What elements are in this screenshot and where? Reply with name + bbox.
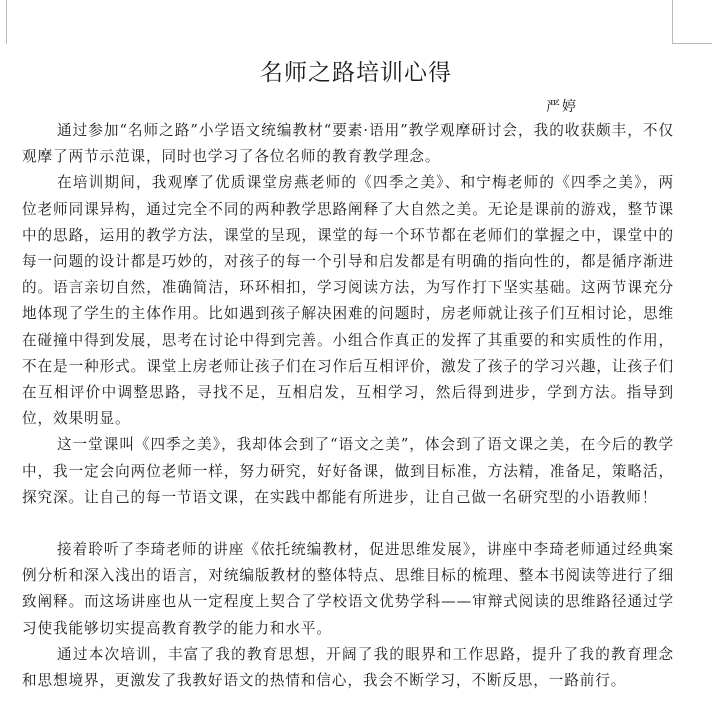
paragraph-conclusion: 通过本次培训，丰富了我的教育思想，开阔了我的眼界和工作思路，提升了我的教育理念和思想境界，更激发了我教好语文的热情和信心，我会不断学习，不断反思，一路前行。 (22, 645, 674, 690)
crop-mark-top-right-horizontal (672, 43, 712, 44)
paragraph-intro: 通过参加“名师之路”小学语文统编教材“要素·语用”教学观摩研讨会，我的收获颇丰，不仅观摩了两节示范课，同时也学习了各位名师的教育教学理念。 (22, 122, 674, 166)
crop-mark-top-left (6, 0, 7, 44)
paragraph-observation: 在培训期间，我观摩了优质课堂房燕老师的《四季之美》、和宁梅老师的《四季之美》，两位老师同课异构，通过完全不同的两种教学思路阐释了大自然之美。无论是课前的游戏，整节课中的思路，运用的教学方法，课堂的呈现，课堂的每一个环节都在老师们的掌握之中，课堂中的每一问题的设计都是巧妙的，对孩子的每一个引导和启发都是有明确的指向性的，都是循序渐进的。语言亲切自然，准确简洁，环环相扣，学习阅读方法，为写作打下坚实基础。这两节课充分地体现了学生的主体作用。比如遇到孩子解决困难的问题时，房老师就让孩子们互相讨论，思维在碰撞中得到发展，思考在讨论中得到完善。小组合作真正的发挥了其重要的和实质性的作用，不在是一种形式。课堂上房老师让孩子们在习作后互相评价，激发了孩子的学习兴趣，让孩子们在互相评价中调整思路，寻找不足，互相启发，互相学习，然后得到进步，学到方法。指导到位，效果明显。 (22, 174, 674, 428)
paragraph-reflection: 这一堂课叫《四季之美》，我却体会到了“语文之美”，体会到了语文课之美，在今后的教学中，我一定会向两位老师一样，努力研究，好好备课，做到目标准，方法精，准备足，策略活，探究深。让自己的每一节语文课，在实践中都能有所进步，让自己做一名研究型的小语教师！ (22, 436, 674, 506)
paragraph-gap (22, 511, 674, 537)
document-author: 严婷 (546, 99, 578, 115)
paragraph-lecture: 接着聆听了李琦老师的讲座《依托统编教材，促进思维发展》，讲座中李琦老师通过经典案例分析和深入浅出的语言，对统编版教材的整体特点、思维目标的梳理、整本书阅读等进行了细致阐释。而这场讲座也从一定程度上契合了学校语文优势学科——审辩式阅读的思维路径通过学习使我能够切实提高教育教学的能力和水平。 (22, 541, 674, 637)
document-body (22, 118, 674, 694)
document-title: 名师之路培训心得 (260, 60, 452, 86)
crop-mark-top-right-vertical (672, 0, 673, 44)
